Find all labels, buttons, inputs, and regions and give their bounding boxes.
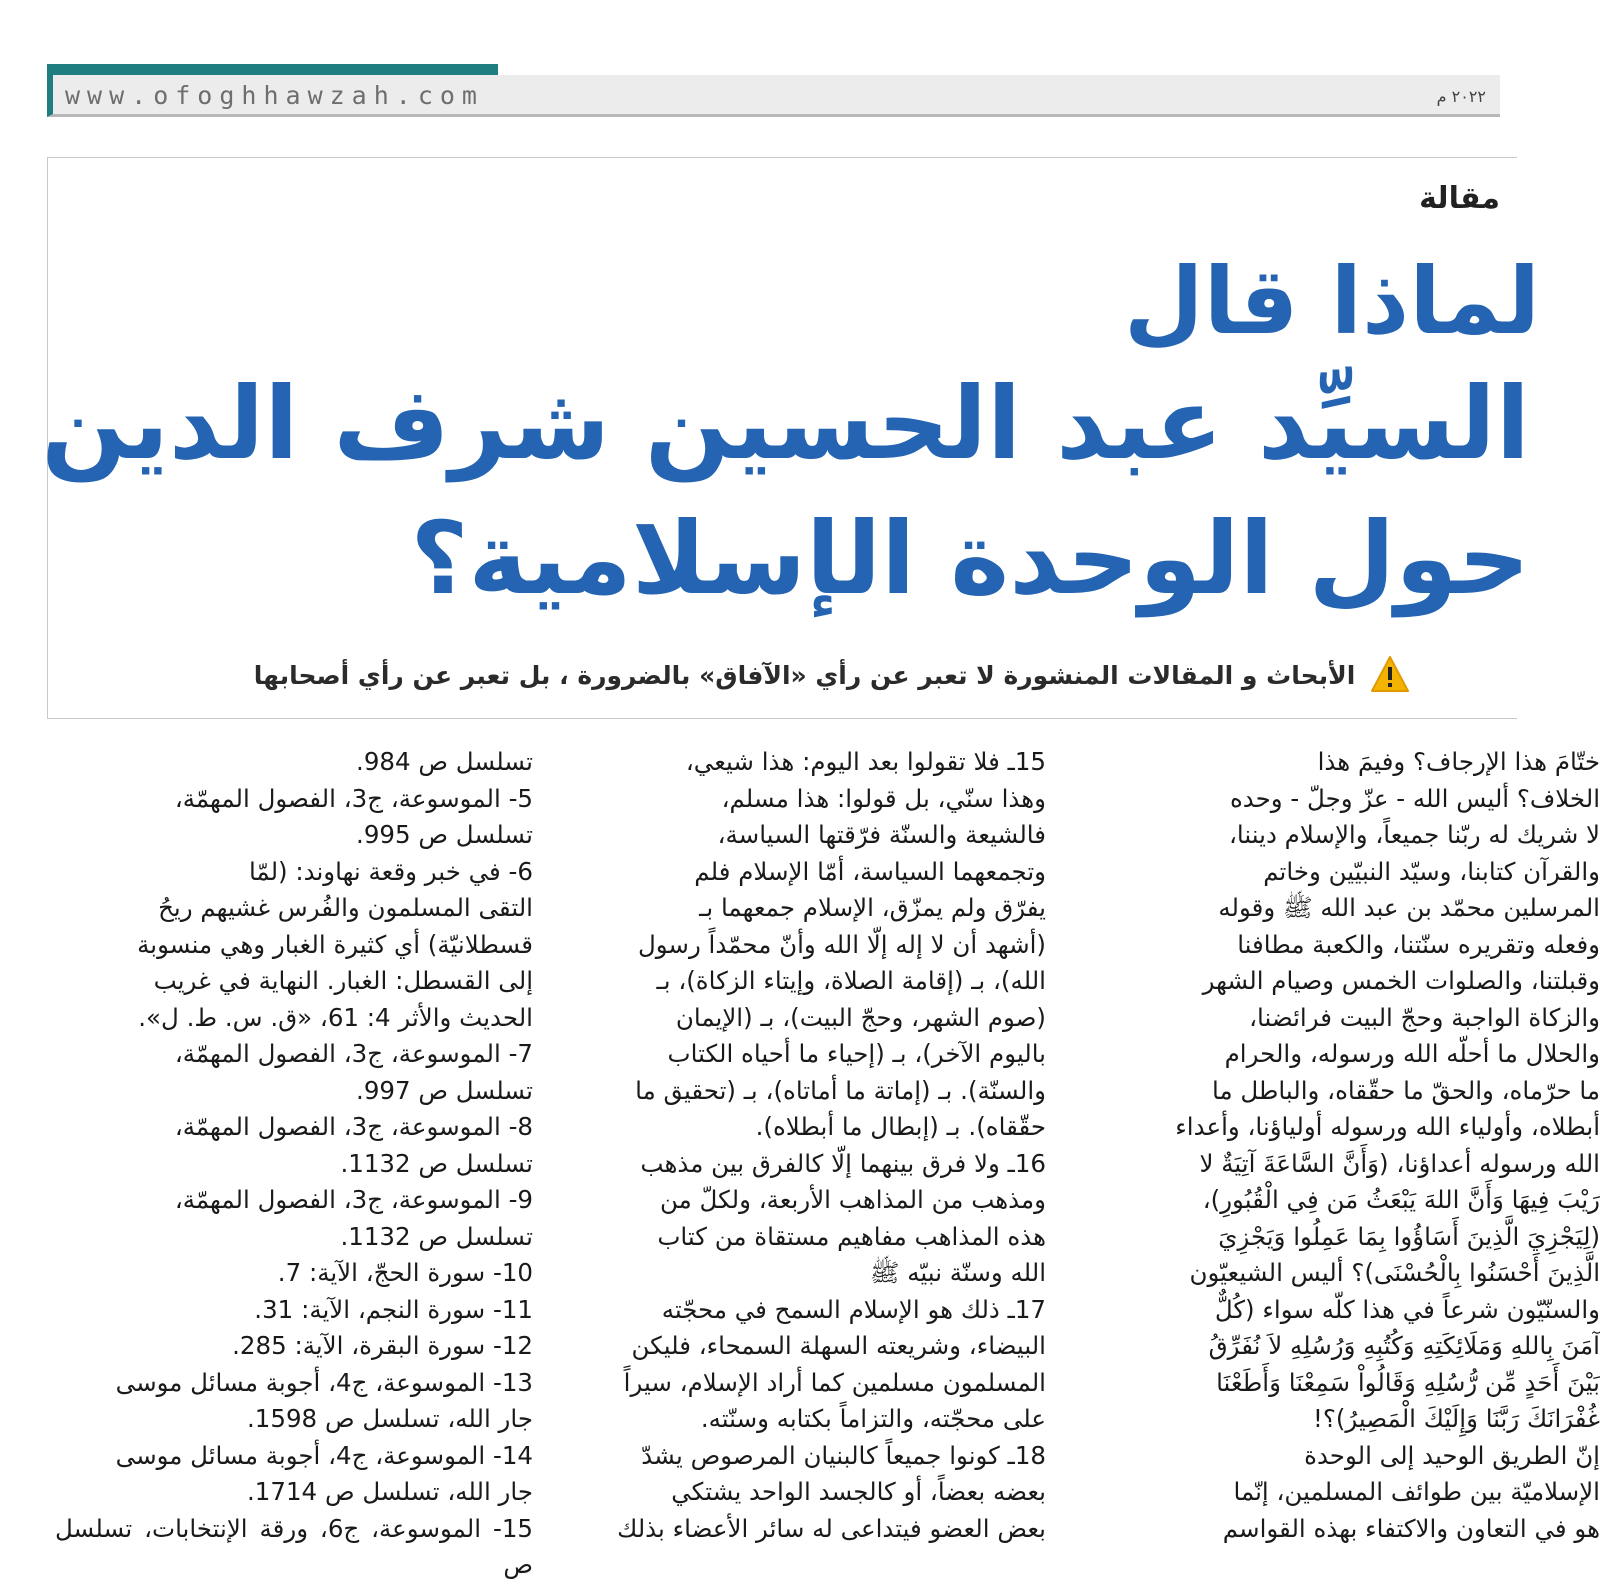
article-line: المسلمون مسلمين كما أراد الإسلام، سيراً	[623, 1367, 1046, 1397]
article-line: الله وسنّة نبيّه ﷺ	[869, 1258, 1046, 1287]
article-line: الخلاف؟ أليس الله - عزّ وجلّ - وحده	[1229, 783, 1600, 813]
section-label: مقالة	[1419, 181, 1500, 216]
article-line: 16ـ ولا فرق بينهما إلّا كالفرق بين مذهب	[640, 1148, 1046, 1178]
article-line: والحلال ما أحلّه الله ورسوله، والحرام	[1224, 1039, 1600, 1068]
footnotes-column	[55, 744, 533, 1584]
article-line: 15ـ فلا تقولوا بعد اليوم: هذا شيعي،	[685, 747, 1046, 776]
footnote-line: تسلسل ص 1132.	[340, 1148, 533, 1178]
footnote-line: 5- الموسوعة، ج3، الفصول المهمّة،	[174, 783, 533, 813]
article-line: والقرآن كتابنا، وسيّد النبيّين وخاتم	[1263, 856, 1600, 886]
footnote-line: 12- سورة البقرة، الآية: 285.	[232, 1331, 533, 1360]
article-line: ختّامَ هذا الإرجاف؟ وفيمَ هذا	[1317, 747, 1600, 776]
headline-line-3: حول الوحدة الإسلامية؟	[410, 500, 1530, 617]
article-line: باليوم الآخر)، بـ (إحياء ما أحياه الكتاب	[667, 1039, 1046, 1068]
footnote-line: 9- الموسوعة، ج3، الفصول المهمّة،	[174, 1185, 533, 1214]
article-line: ما حرّماه، والحقّ ما حقّقاه، والباطل ما	[1212, 1075, 1600, 1105]
article-line: ومذهب من المذاهب الأربعة، ولكلّ من	[659, 1185, 1046, 1214]
footnote-line: 14- الموسوعة، ج4، أجوبة مسائل موسى	[115, 1440, 533, 1470]
footnote-line: 10- سورة الحجّ، الآية: 7.	[277, 1258, 533, 1287]
article-line: فالشيعة والسنّة فرّقتها السياسة،	[717, 820, 1046, 849]
article-line: الله ورسوله أعداؤنا، (وَأَنَّ السَّاعَةَ آتِيَةٌ لا	[1199, 1148, 1600, 1178]
footnote-line: قسطلانيّة) أي كثيرة الغبار وهي منسوبة	[137, 929, 533, 959]
footnote-line: 11- سورة النجم، الآية: 31.	[254, 1294, 533, 1324]
footnote-line: 13- الموسوعة، ج4، أجوبة مسائل موسى	[115, 1367, 533, 1397]
article-line: وفعله وتقريره سنّتنا، والكعبة مطافنا	[1237, 929, 1600, 959]
article-line: 18ـ كونوا جميعاً كالبنيان المرصوص يشدّ	[641, 1440, 1046, 1470]
disclaimer	[190, 655, 1410, 699]
article-line: إنّ الطريق الوحيد إلى الوحدة	[1304, 1440, 1600, 1470]
article-line: بعض العضو فيتداعى له سائر الأعضاء بذلك	[617, 1513, 1046, 1543]
article-line: آمَنَ بِاللهِ وَمَلَائِكَتِهِ وَكُتُبِهِ وَرُسُلِهِ لاَ نُفَرِّقُ	[1208, 1331, 1600, 1360]
article-line: 17ـ ذلك هو الإسلام السمح في محجّته	[661, 1294, 1046, 1324]
site-header-bar	[47, 75, 1500, 117]
article-line: هو في التعاون والاكتفاء بهذه القواسم	[1222, 1513, 1600, 1543]
article-line: وقبلتنا، والصلوات الخمس وصيام الشهر	[1202, 966, 1600, 995]
article-line: بعضه بعضاً، أو كالجسد الواحد يشتكي	[671, 1477, 1046, 1506]
article-line: الإسلاميّة بين طوائف المسلمين، إنّما	[1233, 1477, 1600, 1506]
headline-line-2: السيِّد عبد الحسين شرف الدين	[41, 365, 1530, 482]
article-line: والسنّيّون شرعاً في هذا كلّه سواء (كُلٌّ	[1214, 1294, 1600, 1324]
footnote-line: تسلسل ص 997.	[356, 1075, 533, 1105]
article-line: أبطلاه، وأولياء الله ورسوله أولياؤنا، وأعداء	[1175, 1112, 1600, 1141]
article-line: المرسلين محمّد بن عبد الله ﷺ وقوله	[1218, 893, 1600, 922]
footnote-line: الحديث والأثر 4: 61، «ق. س. ط. ل».	[138, 1002, 533, 1032]
article-line: على محجّته، والتزاماً بكتابه وسنّته.	[700, 1404, 1046, 1433]
article-line: رَيْبَ فِيهَا وَأَنَّ اللهَ يَبْعَثُ مَن فِي الْقُبُورِ)،	[1202, 1185, 1600, 1214]
article-line: الَّذِينَ أَحْسَنُوا بِالْحُسْنَى)؟ أليس الشيعيّون	[1189, 1258, 1600, 1287]
article-column-middle	[568, 744, 1046, 1547]
footnote-line: جار الله، تسلسل ص 1598.	[247, 1404, 533, 1433]
article-line: بَيْنَ أَحَدٍ مِّن رُّسُلِهِ وَقَالُواْ سَمِعْنَا وَأَطَعْنَا	[1216, 1367, 1600, 1397]
footnote-line: 6- في خبر وقعة نهاوند: (لمّا	[248, 856, 533, 886]
article-line: الله)، بـ (إقامة الصلاة، وإيتاء الزكاة)، بـ	[656, 966, 1046, 995]
footnote-line: إلى القسطل: الغبار. النهاية في غريب	[153, 966, 533, 995]
article-line: وهذا سنّي، بل قولوا: هذا مسلم،	[721, 783, 1046, 813]
article-line: يفرّق ولم يمزّق، الإسلام جمعهما بـ	[699, 893, 1046, 922]
footnote-line: 7- الموسوعة، ج3، الفصول المهمّة،	[174, 1039, 533, 1068]
footnote-line: التقى المسلمون والفُرس غشيهم ريحُ	[158, 893, 533, 922]
footnote-line: 15- الموسوعة، ج6، ورقة الإنتخابات، تسلسل ص	[55, 1513, 533, 1579]
article-line: والسنّة). بـ (إماتة ما أماتاه)، بـ (تحقيق ما	[635, 1075, 1046, 1105]
article-line: لا شريك له ربّنا جميعاً، والإسلام ديننا،	[1228, 820, 1600, 849]
site-url[interactable]: www.ofoghhawzah.com	[65, 81, 484, 110]
article-line: البيضاء، وشريعته السهلة السمحاء، فليكن	[631, 1331, 1046, 1360]
footnote-line: 8- الموسوعة، ج3، الفصول المهمّة،	[174, 1112, 533, 1141]
article-line: وتجمعهما السياسة، أمّا الإسلام فلم	[694, 856, 1046, 886]
footnote-line: تسلسل ص 1132.	[340, 1221, 533, 1251]
article-line: حقّقاه). بـ (إبطال ما أبطلاه).	[755, 1112, 1046, 1141]
article-column-right	[1080, 744, 1600, 1547]
disclaimer-text: الأبحاث و المقالات المنشورة لا تعبر عن رأي «الآفاق» بالضرورة ، بل تعبر عن رأي أصحابها	[253, 661, 1356, 690]
article-line: (صوم الشهر، وحجّ البيت)، بـ (الإيمان	[675, 1002, 1046, 1032]
footnote-line: جار الله، تسلسل ص 1714.	[247, 1477, 533, 1506]
article-line: والزكاة الواجبة وحجّ البيت فرائضنا،	[1249, 1002, 1600, 1032]
headline-line-1: لماذا قال	[1123, 248, 1540, 355]
article-line: (لِيَجْزِيَ الَّذِينَ أَسَاؤُوا بِمَا عَمِلُوا وَيَجْزِيَ	[1218, 1221, 1600, 1251]
footnote-line: تسلسل ص 995.	[356, 820, 533, 849]
article-line: غُفْرَانَكَ رَبَّنَا وَإِلَيْكَ الْمَصِيرُ)؟!	[1313, 1404, 1600, 1433]
article-line: هذه المذاهب مفاهيم مستقاة من كتاب	[657, 1221, 1046, 1251]
footnote-line: تسلسل ص 984.	[356, 747, 533, 776]
article-line: (أشهد أن لا إله إلّا الله وأنّ محمّداً رسول	[637, 929, 1046, 959]
warning-triangle-icon	[1370, 655, 1410, 699]
issue-year: ٢٠٢٢ م	[1436, 87, 1486, 106]
